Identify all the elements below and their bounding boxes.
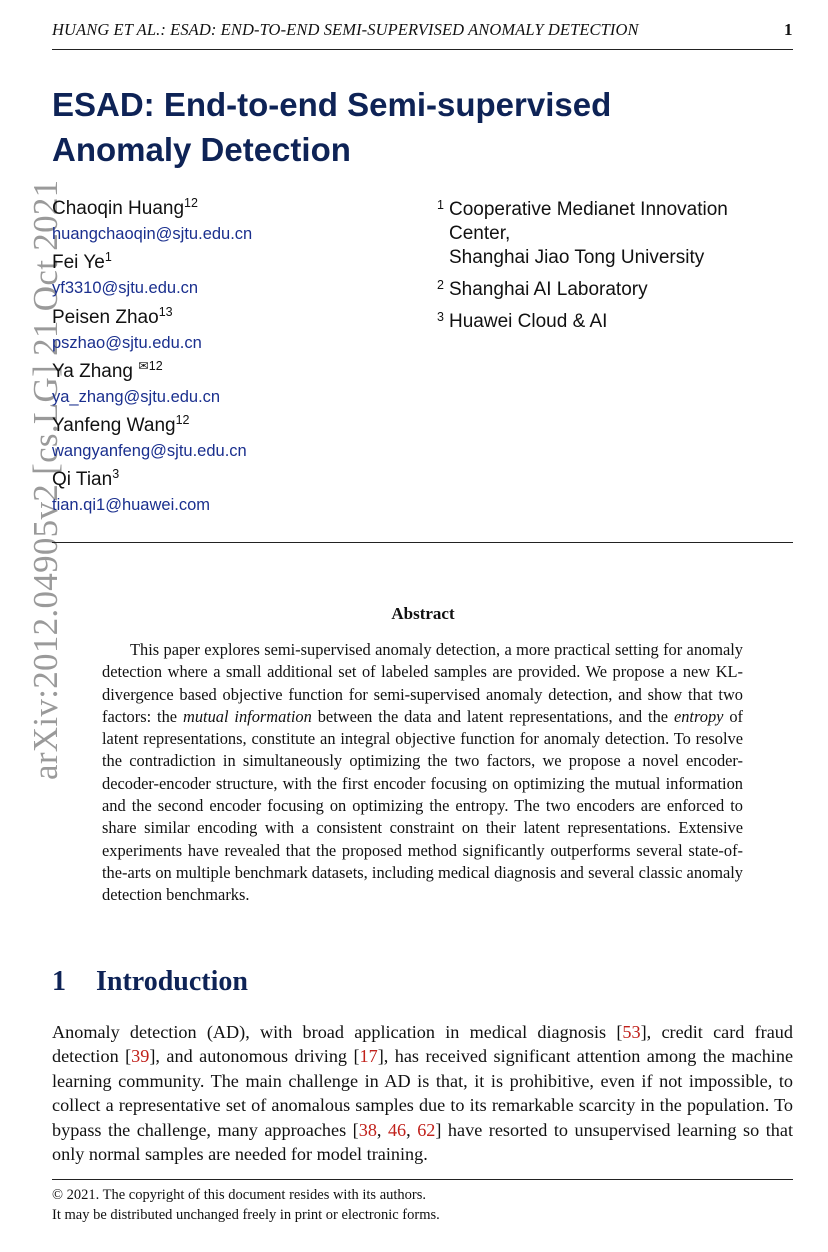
author-name: Fei Ye bbox=[52, 252, 105, 274]
author-name: Ya Zhang bbox=[52, 360, 133, 382]
author-list bbox=[52, 196, 252, 522]
page-number: 1 bbox=[784, 20, 793, 39]
author-entry bbox=[52, 467, 252, 521]
author-affil-sup: 1 bbox=[104, 250, 112, 265]
citation-link[interactable]: 39 bbox=[131, 1046, 150, 1067]
affiliation-text: Huawei Cloud & AI bbox=[449, 311, 608, 332]
paper-title bbox=[52, 82, 611, 172]
author-affil-sup: 3 bbox=[112, 467, 120, 482]
affiliation-number: 1 bbox=[437, 198, 444, 212]
body-text: , bbox=[406, 1119, 418, 1140]
author-email-link[interactable]: yf3310@sjtu.edu.cn bbox=[52, 279, 199, 298]
affiliation-entry bbox=[437, 278, 728, 302]
affiliation-text: Shanghai AI Laboratory bbox=[449, 279, 648, 300]
author-email-link[interactable]: wangyanfeng@sjtu.edu.cn bbox=[52, 442, 247, 461]
author-entry bbox=[52, 305, 252, 359]
citation-link[interactable]: 53 bbox=[622, 1022, 641, 1042]
author-name: Peisen Zhao bbox=[52, 306, 159, 328]
citation-link[interactable]: 17 bbox=[359, 1046, 378, 1067]
body-text: ] have resorted to unsupervised learning so that only normal samples are needed for model training. bbox=[52, 1119, 793, 1165]
citation-link[interactable]: 62 bbox=[417, 1119, 436, 1140]
title-line-1: ESAD: End-to-end Semi-supervised bbox=[52, 86, 612, 123]
footer-line: It may be distributed unchanged freely in print or electronic forms. bbox=[52, 1207, 440, 1223]
copyright-footer bbox=[52, 1185, 440, 1225]
abstract-text: between the data and latent representations, and the bbox=[311, 706, 674, 726]
abstract-text: This paper explores semi-supervised anomaly detection, a more practical setting for anomaly detection where a small additional set of labeled samples are provided. We propose a new KL-divergence based objective function for semi-supervised anomaly detection, and show that two factors: the bbox=[102, 640, 743, 726]
author-email-link[interactable]: huangchaoqin@sjtu.edu.cn bbox=[52, 225, 253, 243]
footer-rule bbox=[52, 1179, 793, 1180]
header-rule bbox=[52, 49, 793, 50]
section-title: Introduction bbox=[96, 966, 248, 997]
citation-link[interactable]: 38 bbox=[358, 1119, 377, 1140]
abstract-heading: Abstract bbox=[391, 604, 455, 623]
author-name: Chaoqin Huang bbox=[52, 198, 185, 219]
affiliation-entry bbox=[437, 198, 728, 270]
footer-line: © 2021. The copyright of this document resides with its authors. bbox=[52, 1187, 427, 1203]
running-header: HUANG ET AL.: ESAD: END-TO-END SEMI-SUPERVISED ANOMALY DETECTION bbox=[52, 20, 639, 39]
author-entry bbox=[52, 413, 252, 467]
title-block-rule bbox=[52, 542, 793, 543]
body-text: , bbox=[376, 1119, 388, 1140]
author-entry bbox=[52, 359, 252, 413]
introduction-paragraph bbox=[52, 1020, 793, 1166]
title-line-2: Anomaly Detection bbox=[52, 131, 351, 168]
section-number: 1 bbox=[52, 966, 66, 997]
body-text: ], has received significant attention among the machine learning community. The main challenge in AD is that, it is prohibitive, even if not impossible, to collect a representative set of anomalous samples due to its remarkable scarcity in the population. To bypass the challenge, many approaches [ bbox=[52, 1046, 794, 1140]
author-name: Yanfeng Wang bbox=[52, 415, 176, 437]
abstract-body bbox=[102, 639, 743, 907]
author-entry bbox=[52, 250, 252, 304]
author-entry bbox=[52, 196, 252, 250]
arxiv-stamp: arXiv:2012.04905v2 [cs.LG] 21 Oct 2021 bbox=[26, 179, 65, 780]
body-text: ], and autonomous driving [ bbox=[149, 1046, 360, 1067]
author-email-link[interactable]: tian.qi1@huawei.com bbox=[52, 496, 210, 515]
abstract-text: of latent representations, constitute an integral objective function for anomaly detection. To resolve the contradiction in simultaneously optimizing the two factors, we propose a novel encoder-decoder-encoder structure, with the first encoder focusing on optimizing the mutual information and the second encoder focusing on optimizing the entropy. The two encoders are enforced to share similar encoding with a consistent constraint on their latent representations. Extensive experiments have revealed that the proposed method significantly outperforms several state-of-the-arts on multiple benchmark datasets, including medical diagnosis and several classic anomaly detection benchmarks. bbox=[102, 706, 743, 905]
affiliation-list bbox=[437, 198, 728, 342]
affiliation-number: 3 bbox=[437, 310, 444, 324]
abstract-emphasis: entropy bbox=[673, 706, 724, 726]
body-text: ], credit card fraud detection [ bbox=[52, 1022, 793, 1067]
citation-link[interactable]: 46 bbox=[387, 1119, 407, 1140]
affiliation-number: 2 bbox=[437, 278, 444, 292]
affiliation-entry bbox=[437, 310, 728, 334]
author-name: Qi Tian bbox=[52, 469, 113, 491]
affiliation-text: Cooperative Medianet Innovation Center, Shanghai Jiao Tong University bbox=[449, 199, 728, 268]
author-affil-sup: ✉12 bbox=[138, 358, 163, 373]
author-affil-sup: 13 bbox=[158, 304, 173, 319]
author-email-link[interactable]: pszhao@sjtu.edu.cn bbox=[52, 333, 202, 352]
author-affil-sup: 12 bbox=[175, 413, 190, 428]
abstract-emphasis: mutual information bbox=[182, 706, 312, 726]
body-text: Anomaly detection (AD), with broad application in medical diagnosis [ bbox=[52, 1022, 623, 1042]
author-email-link[interactable]: ya_zhang@sjtu.edu.cn bbox=[52, 387, 221, 406]
author-affil-sup: 12 bbox=[184, 196, 198, 210]
